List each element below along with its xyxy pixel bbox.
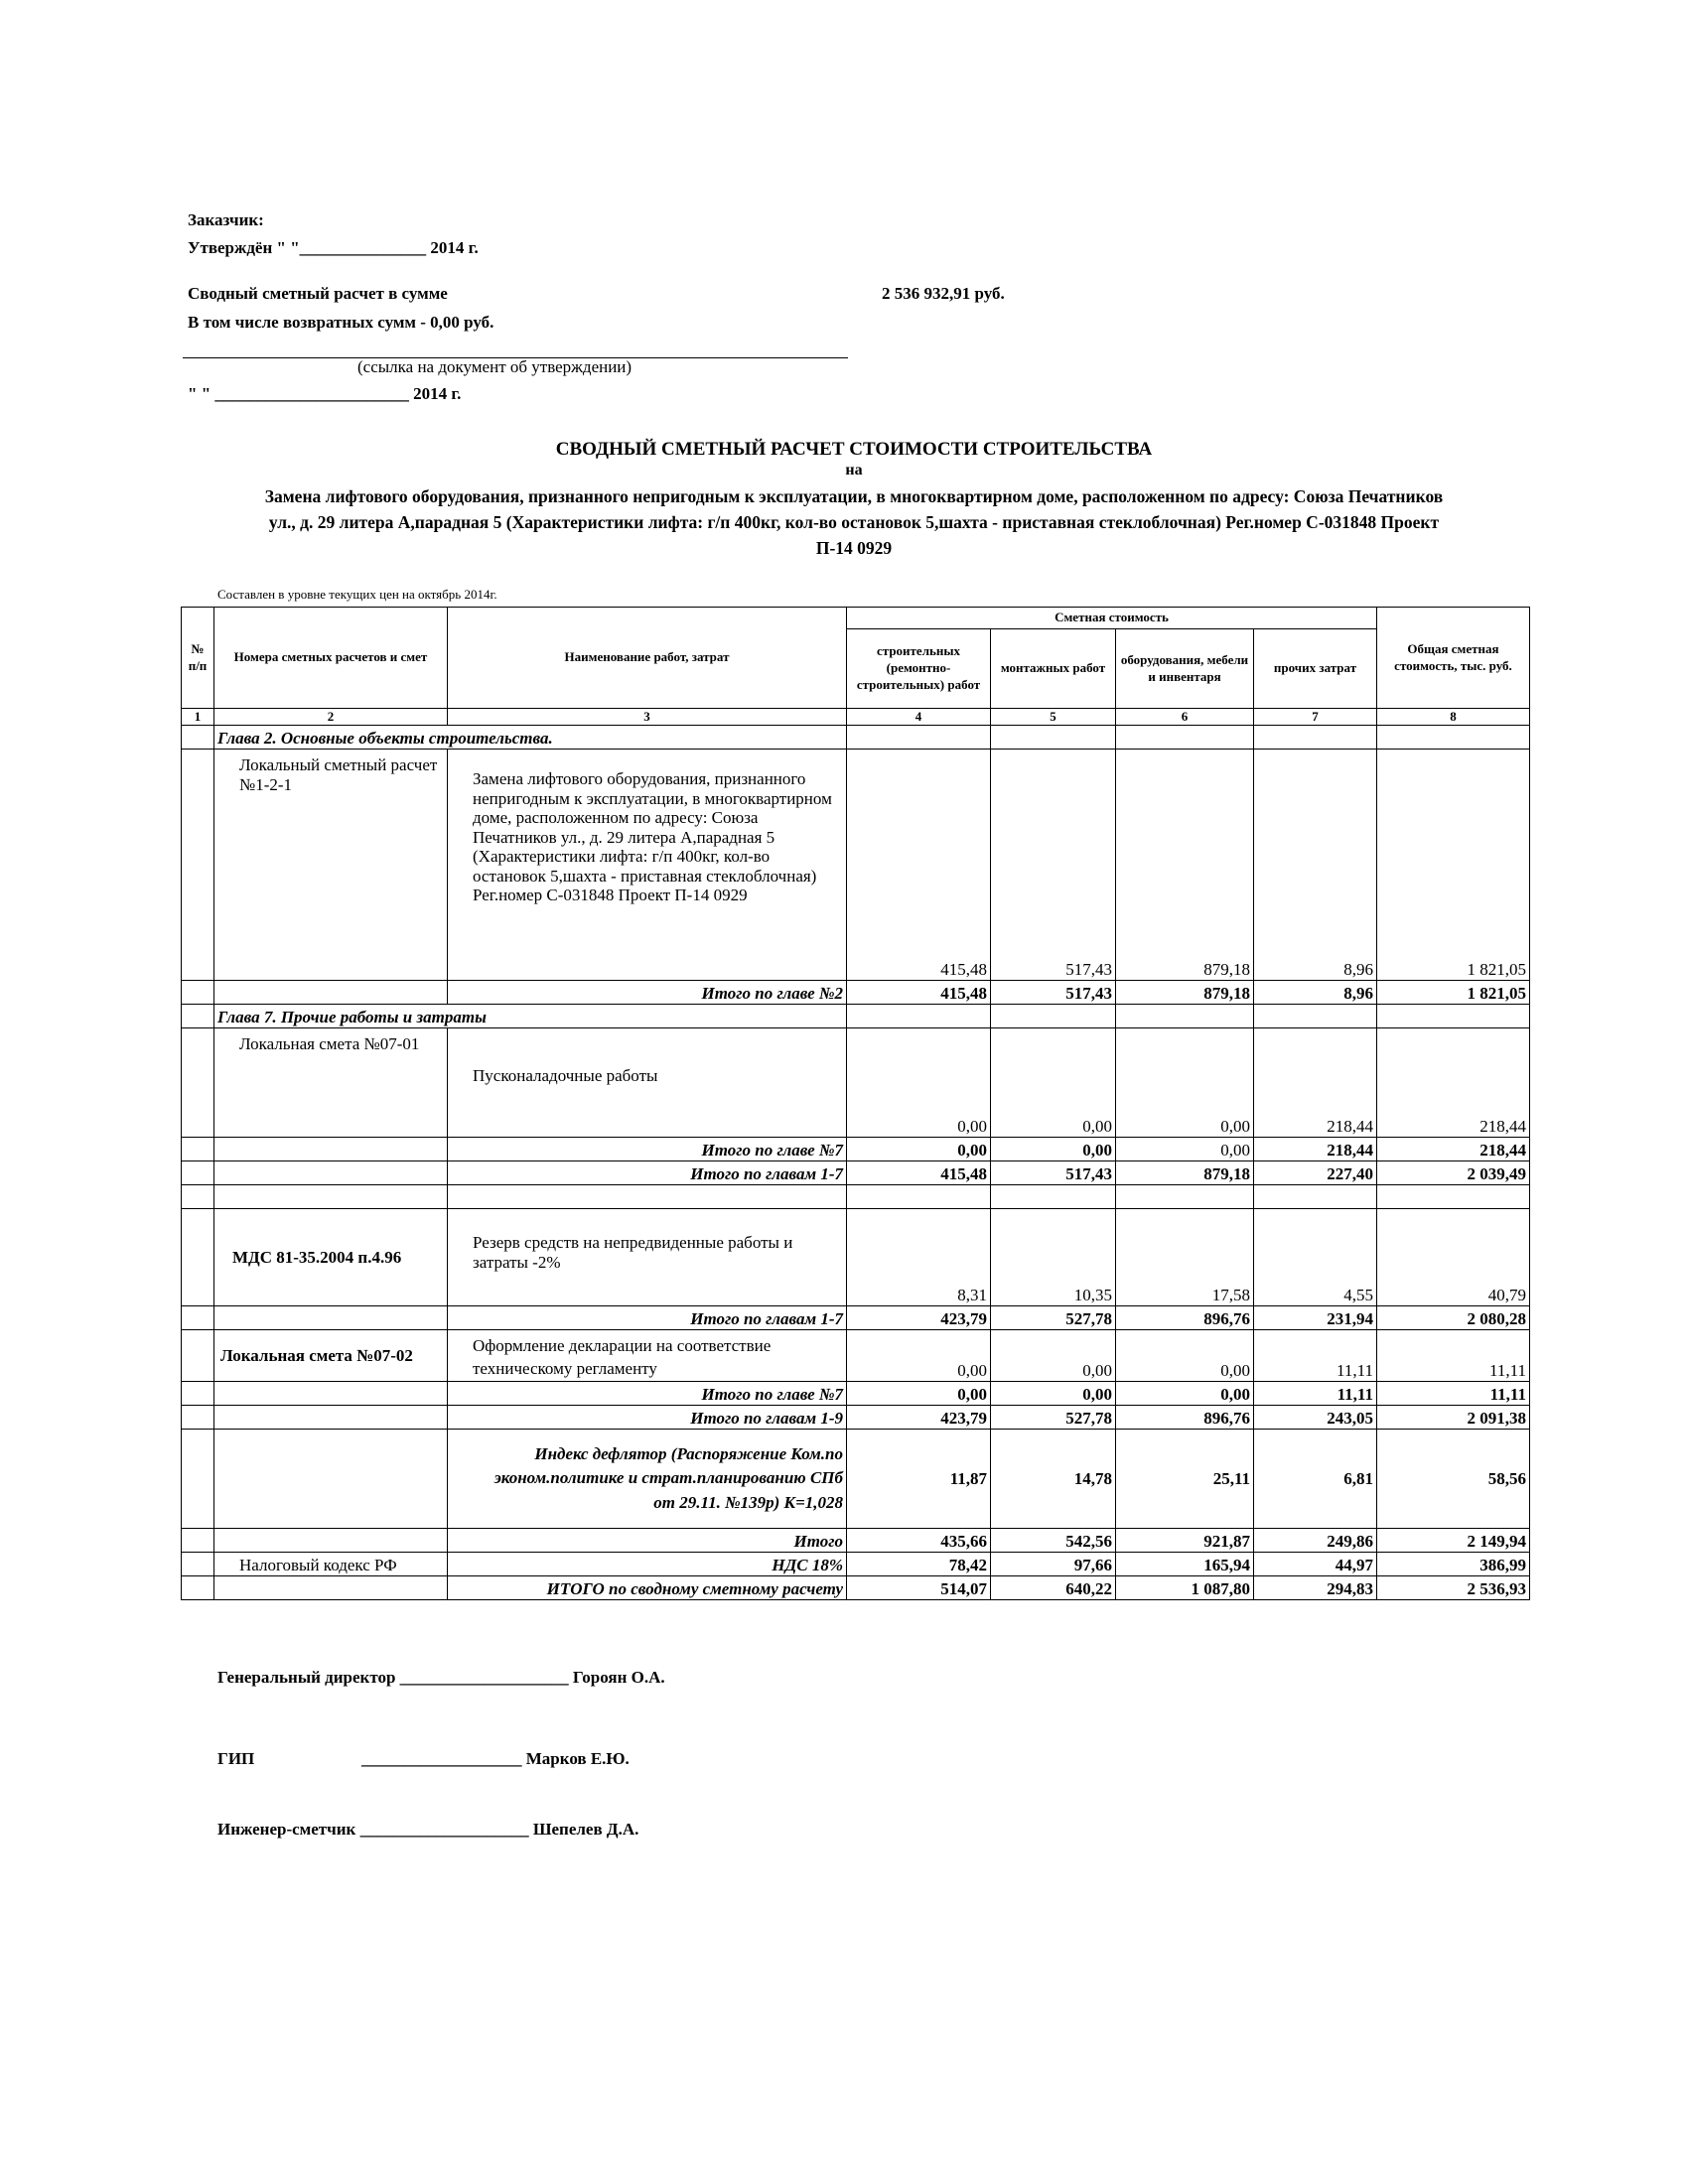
col-mount-header: монтажных работ [991, 629, 1116, 709]
object-line-3: П-14 0929 [815, 538, 893, 558]
title-na: на [845, 462, 863, 478]
row-ref: МДС 81-35.2004 п.4.96 [214, 1209, 448, 1306]
col-equip-header: оборудования, мебели и инвентаря [1116, 629, 1254, 709]
cell-other: 11,11 [1254, 1382, 1377, 1406]
cell-build: 0,00 [847, 1028, 991, 1138]
cell-mount: 0,00 [991, 1382, 1116, 1406]
cell-mount: 517,43 [991, 1161, 1116, 1185]
cell-mount: 527,78 [991, 1406, 1116, 1430]
cell-mount: 527,78 [991, 1306, 1116, 1330]
cell-equip: 1 087,80 [1116, 1576, 1254, 1600]
estimate-table [181, 607, 1530, 1600]
subtotal-label: Итого по главам 1-9 [448, 1406, 847, 1430]
row-ref: Локальная смета №07-01 [214, 1028, 448, 1138]
cell-build: 415,48 [847, 750, 991, 981]
cell-other: 8,96 [1254, 750, 1377, 981]
cell-total: 386,99 [1377, 1553, 1530, 1576]
cell-other: 4,55 [1254, 1209, 1377, 1306]
cell-total: 218,44 [1377, 1138, 1530, 1161]
col-name-header: Наименование работ, затрат [448, 608, 847, 709]
cell-total: 2 039,49 [1377, 1161, 1530, 1185]
row-name: Оформление декларации на соответствие техническому регламенту [448, 1330, 847, 1382]
table-row [182, 750, 1530, 981]
cell-equip: 879,18 [1116, 1161, 1254, 1185]
vat-label: НДС 18% [448, 1553, 847, 1576]
cell-build: 415,48 [847, 1161, 991, 1185]
cell-mount: 97,66 [991, 1553, 1116, 1576]
cell-total: 1 821,05 [1377, 981, 1530, 1005]
cell-build: 435,66 [847, 1529, 991, 1553]
subtotal-row [182, 1382, 1530, 1406]
idx-4: 4 [847, 709, 991, 726]
chapter-7-title: Глава 7. Прочие работы и затраты [214, 1005, 847, 1028]
cell-other: 294,83 [1254, 1576, 1377, 1600]
cell-other: 44,97 [1254, 1553, 1377, 1576]
subtotal-label: Итого по главе №2 [448, 981, 847, 1005]
row-name: Замена лифтового оборудования, признанного непригодным к эксплуатации, в многоквартирном доме, расположенном по адресу: Союза Печатников ул., д. 29 литера А,парадная 5 (Характеристики лифта: г/п 400кг, кол-во остановок 5,шахта - приставная стеклоблочная) Рег.номер С-031848 Проект П-14 0929 [448, 750, 847, 981]
cell-other: 243,05 [1254, 1406, 1377, 1430]
cell-mount: 0,00 [991, 1028, 1116, 1138]
idx-3: 3 [448, 709, 847, 726]
cell-total: 11,11 [1377, 1330, 1530, 1382]
signature-engineer: Инженер-сметчик ____________________ Шепелев Д.А. [217, 1820, 639, 1839]
cell-build: 78,42 [847, 1553, 991, 1576]
chapter-2-title: Глава 2. Основные объекты строительства. [214, 726, 847, 750]
date-line: " " _______________________ 2014 г. [188, 384, 462, 403]
idx-8: 8 [1377, 709, 1530, 726]
header-row-1 [182, 608, 1530, 629]
idx-1: 1 [182, 709, 214, 726]
cell-total: 40,79 [1377, 1209, 1530, 1306]
col-other-header: прочих затрат [1254, 629, 1377, 709]
subtotal-row [182, 1529, 1530, 1553]
cell-build: 0,00 [847, 1382, 991, 1406]
cell-total: 11,11 [1377, 1382, 1530, 1406]
cell-equip: 0,00 [1116, 1330, 1254, 1382]
subtotal-row [182, 1138, 1530, 1161]
cell-total: 2 091,38 [1377, 1406, 1530, 1430]
cell-other: 8,96 [1254, 981, 1377, 1005]
idx-6: 6 [1116, 709, 1254, 726]
col-refs-header: Номера сметных расчетов и смет [214, 608, 448, 709]
cell-total: 2 536,93 [1377, 1576, 1530, 1600]
subtotal-row [182, 1406, 1530, 1430]
column-index-row [182, 709, 1530, 726]
returnable-line: В том числе возвратных сумм - 0,00 руб. [188, 313, 494, 332]
grand-total-row [182, 1576, 1530, 1600]
summary-value: 2 536 932,91 руб. [882, 284, 1005, 303]
document-title: СВОДНЫЙ СМЕТНЫЙ РАСЧЕТ СТОИМОСТИ СТРОИТЕЛЬСТВА [555, 439, 1153, 460]
col-build-header: строительных (ремонтно-строительных) работ [847, 629, 991, 709]
spacer-row [182, 1185, 1530, 1209]
customer-label: Заказчик: [188, 210, 264, 229]
cell-total: 2 080,28 [1377, 1306, 1530, 1330]
summary-label: Сводный сметный расчет в сумме [188, 284, 448, 303]
col-total-header: Общая сметная стоимость, тыс. руб. [1377, 608, 1530, 709]
cell-build: 0,00 [847, 1330, 991, 1382]
cell-other: 6,81 [1254, 1430, 1377, 1529]
cell-mount: 0,00 [991, 1138, 1116, 1161]
table-row [182, 1209, 1530, 1306]
cell-equip: 896,76 [1116, 1406, 1254, 1430]
idx-2: 2 [214, 709, 448, 726]
cell-mount: 0,00 [991, 1330, 1116, 1382]
table-row [182, 1330, 1530, 1382]
cell-mount: 14,78 [991, 1430, 1116, 1529]
cell-equip: 0,00 [1116, 1028, 1254, 1138]
col-cost-group-header: Сметная стоимость [847, 608, 1377, 629]
vat-row [182, 1553, 1530, 1576]
cell-equip: 0,00 [1116, 1382, 1254, 1406]
col-num-header: № п/п [182, 608, 214, 709]
row-ref: Локальный сметный расчет №1-2-1 [214, 750, 448, 981]
chapter-7-row [182, 1005, 1530, 1028]
cell-other: 11,11 [1254, 1330, 1377, 1382]
cell-other: 249,86 [1254, 1529, 1377, 1553]
row-ref: Локальная смета №07-02 [214, 1330, 448, 1382]
cell-equip: 25,11 [1116, 1430, 1254, 1529]
subtotal-row [182, 1161, 1530, 1185]
cell-total: 58,56 [1377, 1430, 1530, 1529]
deflator-row [182, 1430, 1530, 1529]
cell-mount: 640,22 [991, 1576, 1116, 1600]
cell-equip: 879,18 [1116, 981, 1254, 1005]
cell-other: 218,44 [1254, 1028, 1377, 1138]
approved-line: Утверждён " "_______________ 2014 г. [188, 238, 479, 257]
row-name: Пусконаладочные работы [448, 1028, 847, 1138]
cell-equip: 17,58 [1116, 1209, 1254, 1306]
idx-7: 7 [1254, 709, 1377, 726]
cell-mount: 517,43 [991, 750, 1116, 981]
subtotal-label: Итого по главе №7 [448, 1382, 847, 1406]
subtotal-label: Итого [448, 1529, 847, 1553]
subtotal-row [182, 981, 1530, 1005]
doc-ref-caption: (ссылка на документ об утверждении) [357, 357, 633, 376]
cell-equip: 0,00 [1116, 1138, 1254, 1161]
cell-mount: 517,43 [991, 981, 1116, 1005]
cell-build: 11,87 [847, 1430, 991, 1529]
cell-mount: 10,35 [991, 1209, 1116, 1306]
object-line-1: Замена лифтового оборудования, признанного непригодным к эксплуатации, в многоквартирном доме, расположенном по адресу: Союза Печатников [264, 486, 1444, 506]
signature-director: Генеральный директор ____________________ Гороян О.А. [217, 1668, 665, 1687]
cell-build: 514,07 [847, 1576, 991, 1600]
cell-total: 2 149,94 [1377, 1529, 1530, 1553]
price-level-note: Составлен в уровне текущих цен на октябрь 2014г. [217, 587, 497, 602]
deflator-label: Индекс дефлятор (Распоряжение Ком.по эконом.политике и страт.планированию СПб от 29.11. №139р) К=1,028 [448, 1430, 847, 1529]
table-row [182, 1028, 1530, 1138]
cell-other: 231,94 [1254, 1306, 1377, 1330]
row-name: Резерв средств на непредвиденные работы и затраты -2% [448, 1209, 847, 1306]
cell-build: 423,79 [847, 1306, 991, 1330]
cell-other: 218,44 [1254, 1138, 1377, 1161]
cell-build: 8,31 [847, 1209, 991, 1306]
cell-total: 1 821,05 [1377, 750, 1530, 981]
cell-equip: 165,94 [1116, 1553, 1254, 1576]
cell-build: 415,48 [847, 981, 991, 1005]
signature-gip-label: ГИП [217, 1749, 255, 1768]
cell-build: 0,00 [847, 1138, 991, 1161]
subtotal-label: Итого по главам 1-7 [448, 1161, 847, 1185]
signature-gip: ___________________ Марков Е.Ю. [361, 1749, 630, 1768]
cell-other: 227,40 [1254, 1161, 1377, 1185]
grand-total-label: ИТОГО по сводному сметному расчету [448, 1576, 847, 1600]
subtotal-label: Итого по главам 1-7 [448, 1306, 847, 1330]
subtotal-label: Итого по главе №7 [448, 1138, 847, 1161]
subtotal-row [182, 1306, 1530, 1330]
cell-total: 218,44 [1377, 1028, 1530, 1138]
cell-build: 423,79 [847, 1406, 991, 1430]
cell-equip: 921,87 [1116, 1529, 1254, 1553]
cell-equip: 896,76 [1116, 1306, 1254, 1330]
vat-ref: Налоговый кодекс РФ [214, 1553, 448, 1576]
cell-equip: 879,18 [1116, 750, 1254, 981]
chapter-2-row [182, 726, 1530, 750]
object-line-2: ул., д. 29 литера А,парадная 5 (Характеристики лифта: г/п 400кг, кол-во остановок 5,шахта - приставная стеклоблочная) Рег.номер С-031848 Проект [268, 512, 1440, 532]
cell-mount: 542,56 [991, 1529, 1116, 1553]
idx-5: 5 [991, 709, 1116, 726]
